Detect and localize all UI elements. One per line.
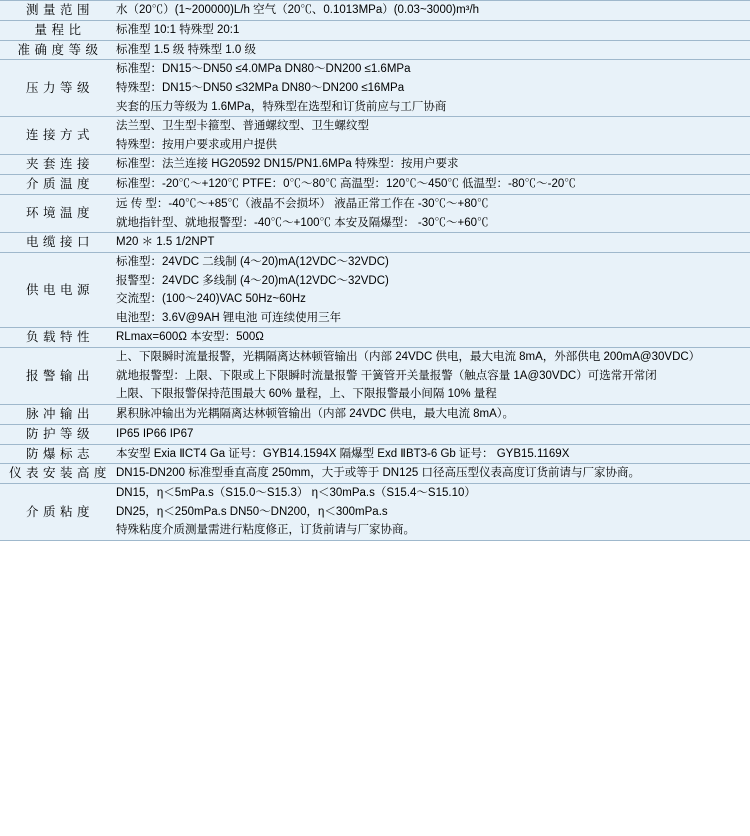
spec-label: 环 境 温 度 bbox=[0, 194, 116, 232]
spec-label: 供 电 电 源 bbox=[0, 252, 116, 328]
spec-value-line: DN15，η＜5mPa.s（S15.0～S15.3） η＜30mPa.s（S15.4～S15.10） bbox=[116, 487, 476, 499]
table-row bbox=[0, 60, 750, 117]
table-row bbox=[0, 348, 750, 405]
table-row bbox=[0, 424, 750, 444]
spec-value-line: 标准型：法兰连接 HG20592 DN15/PN1.6MPa 特殊型：按用户要求 bbox=[116, 158, 459, 171]
spec-label: 仪 表 安 装 高 度 bbox=[0, 464, 116, 484]
spec-value-line: 标准型：DN15～DN50 ≤4.0MPa DN80～DN200 ≤1.6MPa bbox=[116, 63, 411, 76]
spec-value bbox=[116, 348, 750, 405]
spec-label: 介 质 温 度 bbox=[0, 175, 116, 195]
spec-label: 量 程 比 bbox=[0, 20, 116, 40]
spec-value-line: M20 ＊ 1.5 1/2NPT bbox=[116, 236, 215, 249]
spec-label: 连 接 方 式 bbox=[0, 117, 116, 155]
spec-value-line: DN25，η＜250mPa.s DN50～DN200，η＜300mPa.s bbox=[116, 505, 388, 518]
spec-value-line: 夹套的压力等级为 1.6MPa，特殊型在选型和订货前应与工厂协商 bbox=[116, 100, 447, 113]
spec-value-line: 交流型：(100～240)VAC 50Hz~60Hz bbox=[116, 293, 306, 306]
spec-value bbox=[116, 40, 750, 60]
spec-value bbox=[116, 194, 750, 232]
table-row bbox=[0, 405, 750, 425]
spec-value-line: 标准型：-20℃～+120℃ PTFE：0℃～80℃ 高温型：120℃～450℃ 低温型：-80℃～-20℃ bbox=[116, 178, 576, 191]
table-row bbox=[0, 40, 750, 60]
spec-value-line: 标准型 10:1 特殊型 20:1 bbox=[116, 23, 240, 36]
spec-label: 压 力 等 级 bbox=[0, 60, 116, 117]
spec-value-line: 本安型 Exia ⅡCT4 Ga 证号：GYB14.1594X 隔爆型 Exd ⅡBT3-6 Gb 证号： GYB15.1169X bbox=[116, 447, 570, 460]
spec-label: 脉 冲 输 出 bbox=[0, 405, 116, 425]
spec-value-line: 远 传 型：-40℃～+85℃（液晶不会损坏） 液晶正常工作在 -30℃～+80℃ bbox=[116, 197, 489, 210]
table-row bbox=[0, 175, 750, 195]
spec-value bbox=[116, 175, 750, 195]
spec-value-line: 上限、下限报警保持范围最大 60% 量程，上、下限报警最小间隔 10% 量程 bbox=[116, 388, 497, 401]
table-row bbox=[0, 117, 750, 155]
table-row bbox=[0, 464, 750, 484]
table-row bbox=[0, 194, 750, 232]
spec-label: 报 警 输 出 bbox=[0, 348, 116, 405]
spec-value-line: DN15-DN200 标准型垂直高度 250mm，大于或等于 DN125 口径高压型仪表高度订货前请与厂家协商。 bbox=[116, 467, 640, 480]
spec-label: 介 质 粘 度 bbox=[0, 484, 116, 541]
spec-value-line: 累积脉冲输出为光耦隔离达林顿管输出（内部 24VDC 供电，最大电流 8mA）。 bbox=[116, 408, 515, 421]
spec-value bbox=[116, 233, 750, 253]
specification-table-body bbox=[0, 1, 750, 541]
spec-label: 准 确 度 等 级 bbox=[0, 40, 116, 60]
spec-value bbox=[116, 405, 750, 425]
spec-value-line: 上、下限瞬时流量报警，光耦隔离达林顿管输出（内部 24VDC 供电，最大电流 8mA，外部供电 200mA@30VDC） bbox=[116, 351, 701, 364]
spec-label: 夹 套 连 接 bbox=[0, 155, 116, 175]
table-row bbox=[0, 444, 750, 464]
spec-value-line: RLmax=600Ω 本安型：500Ω bbox=[116, 331, 264, 344]
table-row bbox=[0, 484, 750, 541]
spec-value bbox=[116, 328, 750, 348]
spec-value-line: 就地报警型：上限、下限或上下限瞬时流量报警 干簧管开关量报警（触点容量 1A@30VDC）可选常开常闭 bbox=[116, 369, 657, 382]
spec-label: 电 缆 接 口 bbox=[0, 233, 116, 253]
spec-value-line: 标准型 1.5 级 特殊型 1.0 级 bbox=[116, 43, 256, 56]
table-row bbox=[0, 1, 750, 21]
spec-value-line: 电池型：3.6V@9AH 锂电池 可连续使用三年 bbox=[116, 311, 342, 324]
spec-value-line: 法兰型、卫生型卡箍型、普通螺纹型、卫生螺纹型 bbox=[116, 120, 369, 133]
table-row bbox=[0, 233, 750, 253]
spec-value-line: 特殊型：DN15～DN50 ≤32MPa DN80～DN200 ≤16MPa bbox=[116, 81, 405, 94]
spec-value bbox=[116, 484, 750, 541]
spec-label: 防 爆 标 志 bbox=[0, 444, 116, 464]
spec-label: 负 载 特 性 bbox=[0, 328, 116, 348]
spec-value bbox=[116, 444, 750, 464]
table-row bbox=[0, 155, 750, 175]
table-row bbox=[0, 252, 750, 328]
spec-value-line: 特殊粘度介质测量需进行粘度修正，订货前请与厂家协商。 bbox=[116, 524, 415, 537]
spec-value bbox=[116, 252, 750, 328]
spec-value bbox=[116, 117, 750, 155]
table-row bbox=[0, 20, 750, 40]
spec-label: 防 护 等 级 bbox=[0, 424, 116, 444]
spec-value-line: 就地指针型、就地报警型：-40℃～+100℃ 本安及隔爆型： -30℃～+60℃ bbox=[116, 216, 489, 229]
spec-value bbox=[116, 424, 750, 444]
spec-label: 测 量 范 围 bbox=[0, 1, 116, 21]
spec-value bbox=[116, 464, 750, 484]
spec-value-line: 特殊型：按用户要求或用户提供 bbox=[116, 138, 277, 151]
spec-value bbox=[116, 20, 750, 40]
spec-value-line: 标准型：24VDC 二线制 (4～20)mA(12VDC～32VDC) bbox=[116, 255, 389, 268]
spec-value-line: IP65 IP66 IP67 bbox=[116, 427, 194, 440]
spec-value bbox=[116, 155, 750, 175]
spec-value bbox=[116, 60, 750, 117]
spec-value-line: 水（20℃）(1~200000)L/h 空气（20℃、0.1013MPa）(0.03~3000)m³/h bbox=[116, 4, 480, 17]
spec-value bbox=[116, 1, 750, 21]
table-row bbox=[0, 328, 750, 348]
spec-value-line: 报警型：24VDC 多线制 (4～20)mA(12VDC～32VDC) bbox=[116, 274, 389, 287]
